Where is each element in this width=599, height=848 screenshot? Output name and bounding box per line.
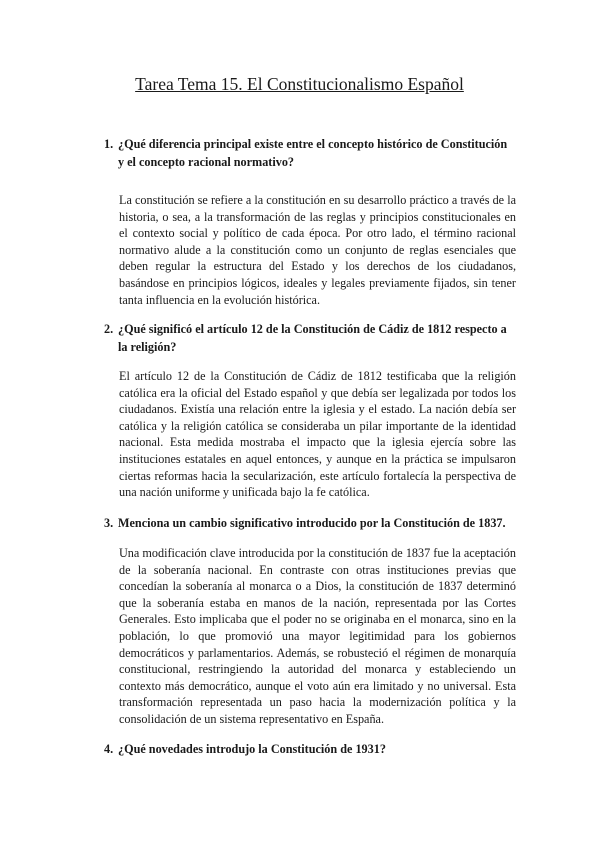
question-number: 4. <box>104 742 114 756</box>
document-title: Tarea Tema 15. El Constitucionalismo Español <box>135 74 464 94</box>
question-number: 1. <box>104 137 114 151</box>
question-text: ¿Qué significó el artículo 12 de la Constitución de Cádiz de 1812 respecto a la religión? <box>118 322 507 354</box>
question-3 <box>104 515 516 533</box>
question-text: Menciona un cambio significativo introducido por la Constitución de 1837. <box>118 516 506 530</box>
answer-1: La constitución se refiere a la constitución en su desarrollo práctico a través de la historia, o sea, a la transformación de las reglas y principios constitucionales en el contexto social y político de cada época. Por otro lado, el término racional normativo alude a la constitución como un conjunto de reglas esenciales que deben regular la estructura del Estado y los derechos de los ciudadanos, basándose en principios lógicos, ideales y legales previamente fijados, sin tener tanta influencia en la evolución histórica. <box>119 193 516 307</box>
question-text: ¿Qué novedades introdujo la Constitución de 1931? <box>118 742 386 756</box>
question-2 <box>104 321 516 356</box>
question-number: 2. <box>104 322 114 336</box>
answer-2: El artículo 12 de la Constitución de Cádiz de 1812 testificaba que la religión católica era la oficial del Estado español y que debía ser legalizada por todos los ciudadanos. Existía una relación entre la iglesia y el estado. La nación debía ser católica y la religión católica se consideraba un pilar importante de la identidad nacional. Esta medida mostraba el impacto que la iglesia ejercía sobre las instituciones estatales en aquel entonces, y aunque en la práctica se impulsaron ciertas reformas hacia la secularización, este artículo fortalecía la perspectiva de una nación uniforme y unificada bajo la fe católica. <box>119 369 516 500</box>
answer-3: Una modificación clave introducida por la constitución de 1837 fue la aceptación de la soberanía nacional. En contraste con otras instituciones previas que concedían la soberanía al monarca o a Dios, la constitución de 1837 determinó que la soberanía estaba en manos de la nación, representada por las Cortes Generales. Esto implicaba que el poder no se originaba en el monarca, sino en la población, lo que promovió una mayor legitimidad para los gobiernos democráticos y parlamentarios. Además, se robusteció el régimen de monarquía constitucional, restringiendo la autoridad del monarca y estableciendo un contexto más democrático, aunque el voto aún era limitado y no universal. Esta transformación representada un paso hacia la modernización política y la consolidación de un sistema representativo en España. <box>119 546 516 726</box>
question-4 <box>104 741 516 759</box>
question-text: ¿Qué diferencia principal existe entre el concepto histórico de Constitución y el concepto racional normativo? <box>118 137 508 169</box>
question-1 <box>104 136 516 171</box>
question-number: 3. <box>104 516 114 530</box>
